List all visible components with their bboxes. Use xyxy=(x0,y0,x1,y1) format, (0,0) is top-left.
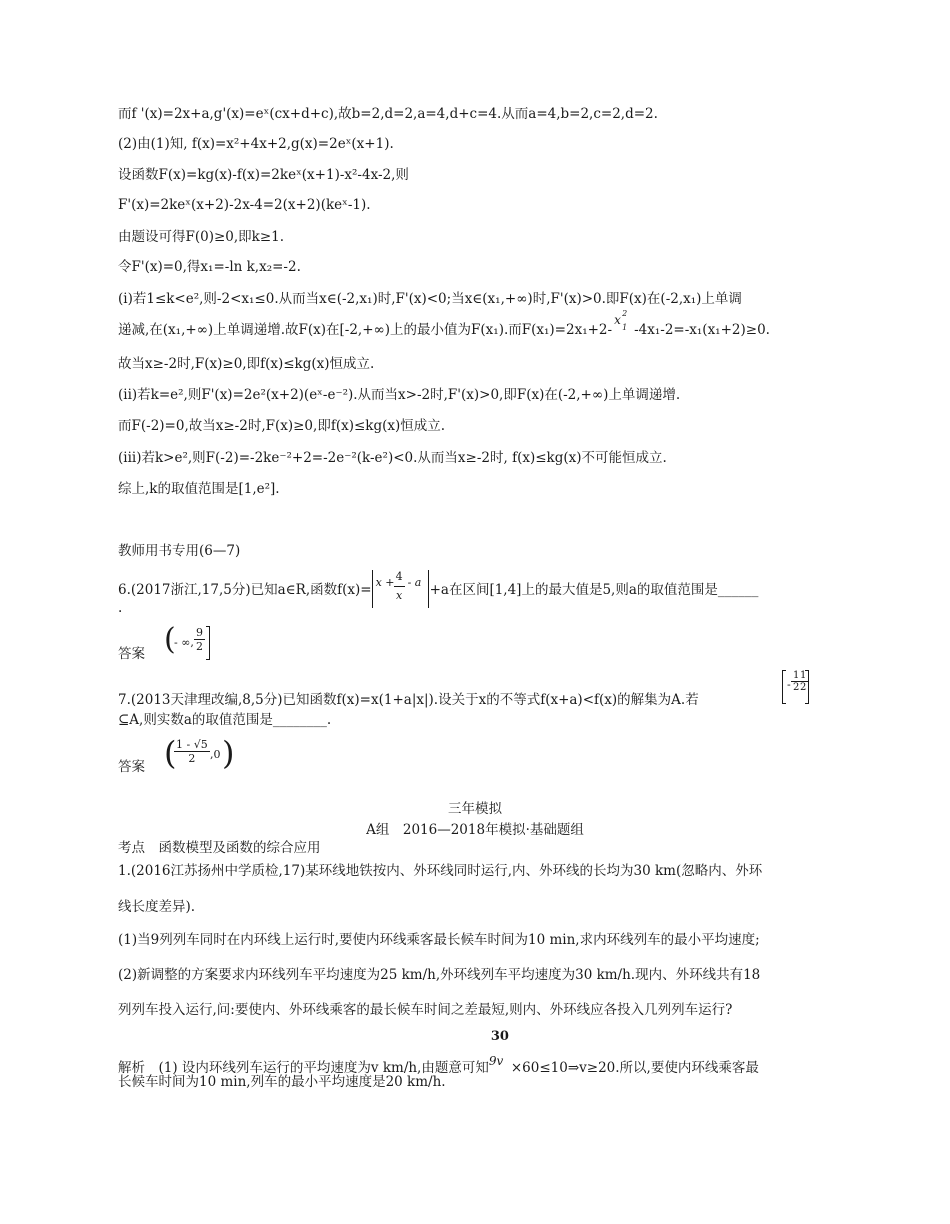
line-define-F: 设函数F(x)=kg(x)-f(x)=2keˣ(x+1)-x²-4x-2,则 xyxy=(118,167,409,183)
question-7-cont: ⊆A,则实数a的取值范围是________. xyxy=(118,712,332,728)
question-6 xyxy=(118,569,759,602)
line-F-derivative: F'(x)=2keˣ(x+2)-2x-4=2(x+2)(keˣ-1). xyxy=(118,197,371,213)
line-case-i: (i)若1≤k<e²,则-2<x₁≤0.从而当x∈(-2,x₁)时,F'(x)<0;当x∈(x₁,+∞)时,F'(x)>0.即F(x)在(-2,x₁)上单调 xyxy=(118,291,742,307)
math-x1-squared: x 2 1 xyxy=(614,309,628,332)
question-6-text-cont: +a在区间[1,4]上的最大值是5,则a的取值范围是______ xyxy=(429,582,759,598)
text-part: -4x₁-2=-x₁(x₁+2)≥0. xyxy=(634,322,770,338)
solution-text: 解析 (1) 设内环线列车运行的平均速度为v km/h,由题意可知 xyxy=(118,1060,489,1076)
problem-1: 1.(2016江苏扬州中学质检,17)某环线地铁按内、外环线同时运行,内、外环线的长均为30 km(忽略内、外环 xyxy=(118,863,763,879)
line-part2: (2)由(1)知, f(x)=x²+4x+2,g(x)=2eˣ(x+1). xyxy=(118,136,394,152)
line-case-ii: (ii)若k=e²,则F'(x)=2e²(x+2)(eˣ-e⁻²).从而当x>-2时,F'(x)>0,即F(x)在(-2,+∞)上单调递增. xyxy=(118,387,681,403)
question-6-text: 6.(2017浙江,17,5分)已知a∈R,函数f(x)= xyxy=(118,582,372,598)
math-fraction-30-9v: 30 9v xyxy=(488,1029,509,1068)
answer-7-interval: ( $\frac{1 - √5}{2}$ ,0 ) xyxy=(164,734,235,772)
question-7-interval: - $\frac{1}{2}$ $\frac{1}{2}$ xyxy=(782,670,808,704)
answer-7-label: 答案 xyxy=(118,759,145,775)
heading-three-year: 三年模拟 xyxy=(448,801,502,817)
line-case-i-cont xyxy=(118,309,770,339)
heading-group-a: A组 2016—2018年模拟·基础题组 xyxy=(366,822,584,838)
topic-line: 考点 函数模型及函数的综合应用 xyxy=(118,840,321,856)
line-summary: 综上,k的取值范围是[1,e²]. xyxy=(118,481,280,497)
line-condition: 由题设可得F(0)≥0,即k≥1. xyxy=(118,229,285,245)
section-teacher: 教师用书专用(6—7) xyxy=(118,543,241,559)
line-case-iii: (iii)若k>e²,则F(-2)=-2ke⁻²+2=-2e⁻²(k-e²)<0.从而当x≥-2时, f(x)≤kg(x)不可能恒成立. xyxy=(118,450,667,466)
line-conclusion-ii: 而F(-2)=0,故当x≥-2时,F(x)≥0,即f(x)≤kg(x)恒成立. xyxy=(118,418,446,434)
math-abs-expression: x + $\frac{4}{x}$ - a xyxy=(372,582,430,600)
line-derivative: 而f '(x)=2x+a,g'(x)=eˣ(cx+d+c),故b=2,d=2,a=4,d+c=4.从而a=4,b=2,c=2,d=2. xyxy=(118,106,658,122)
problem-1-cont: 线长度差异). xyxy=(118,899,196,915)
answer-6-interval: ( - ∞, $\frac{9}{2}$ xyxy=(164,624,210,660)
line-roots: 令F'(x)=0,得x₁=-ln k,x₂=-2. xyxy=(118,259,301,275)
problem-1-part1: (1)当9列列车同时在内环线上运行时,要使内环线乘客最长候车时间为10 min,求内环线列车的最小平均速度; xyxy=(118,932,760,948)
problem-1-part2: (2)新调整的方案要求内环线列车平均速度为25 km/h,外环线列车平均速度为30 km/h.现内、外环线共有18 xyxy=(118,967,761,983)
question-6-period: . xyxy=(118,600,123,616)
text-part: 递减,在(x₁,+∞)上单调递增.故F(x)在[-2,+∞)上的最小值为F(x₁).而F(x₁)=2x₁+2- xyxy=(118,322,613,338)
solution-line-2: 长候车时间为10 min,列车的最小平均速度是20 km/h. xyxy=(118,1074,446,1090)
question-7: 7.(2013天津理改编,8,5分)已知函数f(x)=x(1+a|x|).设关于x的不等式f(x+a)<f(x)的解集为A.若 xyxy=(118,692,699,708)
solution-text-cont: ×60≤10⇒v≥20.所以,要使内环线乘客最 xyxy=(510,1060,759,1076)
problem-1-part2-cont: 列列车投入运行,问:要使内、外环线乘客的最长候车时间之差最短,则内、外环线应各投入几列列车运行? xyxy=(118,1002,733,1018)
line-conclusion-i: 故当x≥-2时,F(x)≥0,即f(x)≤kg(x)恒成立. xyxy=(118,356,375,372)
answer-6-label: 答案 xyxy=(118,646,145,662)
